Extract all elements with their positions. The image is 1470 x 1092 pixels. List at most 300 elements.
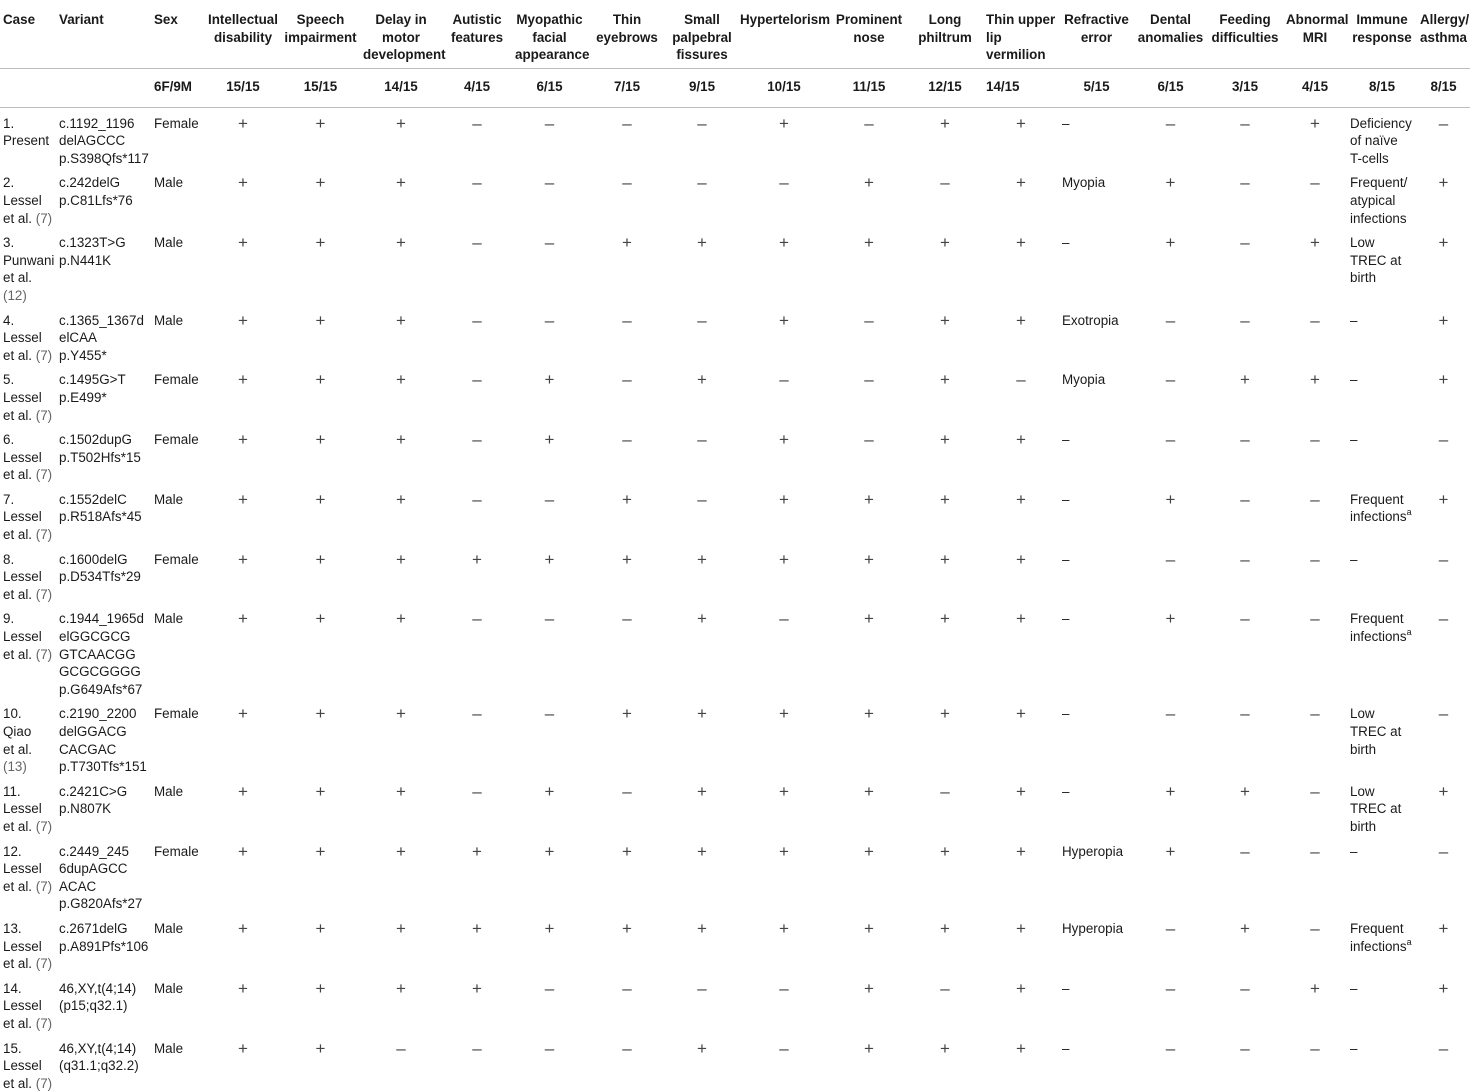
refractive-cell <box>1059 776 1134 836</box>
header-row <box>0 0 1470 69</box>
feature-mark-text: – <box>1240 979 1249 998</box>
sex-cell <box>151 544 205 604</box>
variant-cell-text: c.1495G>T p.E499* <box>59 372 126 405</box>
feature-mark <box>983 227 1059 304</box>
feature-mark-text: + <box>940 609 950 628</box>
feature-mark <box>737 836 831 913</box>
feature-mark <box>667 973 737 1033</box>
feature-mark-text: + <box>864 173 874 192</box>
allergy-cell-text: – <box>1439 1039 1448 1058</box>
feature-mark <box>1207 836 1283 913</box>
reference-link[interactable]: (7) <box>36 1016 52 1031</box>
sex-cell <box>151 424 205 484</box>
feature-mark-text: – <box>622 979 631 998</box>
case-cell <box>0 913 56 973</box>
allergy-cell-text: – <box>1439 430 1448 449</box>
feature-mark-text: + <box>864 609 874 628</box>
feature-mark-text: + <box>940 1039 950 1058</box>
refractive-cell-text: – <box>1062 611 1069 626</box>
feature-mark <box>587 107 667 167</box>
case-cell-text: 2. Lessel et al. <box>3 175 42 225</box>
reference-link[interactable]: (12) <box>3 288 27 303</box>
table-row <box>0 836 1470 913</box>
feature-mark <box>907 364 983 424</box>
feature-mark <box>907 776 983 836</box>
feature-mark-text: + <box>940 311 950 330</box>
feature-mark-text: – <box>545 173 554 192</box>
feature-mark <box>205 776 281 836</box>
sex-cell <box>151 364 205 424</box>
immune-cell <box>1347 836 1417 913</box>
feature-mark <box>831 167 907 227</box>
allergy-cell-text: – <box>1439 550 1448 569</box>
feature-mark <box>442 973 512 1033</box>
feature-mark-text: – <box>940 173 949 192</box>
feature-mark <box>907 698 983 775</box>
allergy-cell-text: + <box>1439 311 1449 330</box>
immune-cell <box>1347 698 1417 775</box>
immune-cell-text: – <box>1350 313 1357 328</box>
feature-mark-text: + <box>940 490 950 509</box>
reference-link[interactable]: (7) <box>36 408 52 423</box>
case-cell-text: 12. Lessel et al. <box>3 844 42 894</box>
feature-mark <box>587 305 667 365</box>
feature-mark <box>205 424 281 484</box>
feature-mark-text: + <box>396 550 406 569</box>
feature-mark-text: – <box>1166 114 1175 133</box>
feature-mark <box>983 973 1059 1033</box>
column-header: Allergy/ asthma <box>1417 0 1470 69</box>
feature-mark <box>983 1033 1059 1092</box>
feature-mark-text: – <box>1240 430 1249 449</box>
feature-mark <box>587 364 667 424</box>
feature-mark <box>667 544 737 604</box>
case-cell-text: 6. Lessel et al. <box>3 432 42 482</box>
feature-mark-text: + <box>779 490 789 509</box>
feature-mark-text: + <box>396 979 406 998</box>
case-cell-text: 3. Punwani et al. <box>3 235 54 285</box>
feature-mark-text: + <box>779 430 789 449</box>
table-row <box>0 305 1470 365</box>
feature-mark <box>360 227 442 304</box>
feature-mark <box>512 698 587 775</box>
feature-mark-text: + <box>238 1039 248 1058</box>
case-cell-text: 15. Lessel et al. <box>3 1041 42 1091</box>
case-cell <box>0 484 56 544</box>
feature-mark-text: – <box>622 370 631 389</box>
feature-mark <box>1207 227 1283 304</box>
column-total: 3/15 <box>1207 69 1283 108</box>
table-row <box>0 698 1470 775</box>
sex-cell <box>151 167 205 227</box>
feature-mark <box>1283 364 1347 424</box>
case-cell-text: 7. Lessel et al. <box>3 492 42 542</box>
feature-mark <box>907 913 983 973</box>
feature-mark <box>360 167 442 227</box>
column-total: 15/15 <box>281 69 360 108</box>
feature-mark-text: + <box>1016 233 1026 252</box>
table-row <box>0 107 1470 167</box>
allergy-cell <box>1417 167 1470 227</box>
feature-mark-text: + <box>316 842 326 861</box>
feature-mark <box>1134 603 1207 698</box>
feature-mark-text: – <box>1310 550 1319 569</box>
feature-mark <box>205 107 281 167</box>
sex-cell <box>151 305 205 365</box>
feature-mark <box>360 305 442 365</box>
case-cell-text: 14. Lessel et al. <box>3 981 42 1031</box>
feature-mark-text: – <box>1166 1039 1175 1058</box>
feature-mark <box>1207 167 1283 227</box>
feature-mark <box>667 107 737 167</box>
case-cell-text: 1. Present <box>3 116 49 149</box>
reference-link[interactable]: (7) <box>36 587 52 602</box>
reference-link[interactable]: (7) <box>36 819 52 834</box>
feature-mark-text: + <box>316 919 326 938</box>
allergy-cell <box>1417 836 1470 913</box>
reference-link[interactable]: (7) <box>36 879 52 894</box>
feature-mark <box>983 913 1059 973</box>
feature-mark <box>1283 776 1347 836</box>
column-total: 4/15 <box>442 69 512 108</box>
variant-cell <box>56 973 151 1033</box>
feature-mark <box>205 603 281 698</box>
allergy-cell-text: – <box>1439 609 1448 628</box>
case-cell-text: 9. Lessel et al. <box>3 611 42 661</box>
feature-mark-text: + <box>940 550 950 569</box>
feature-mark-text: + <box>238 311 248 330</box>
feature-mark <box>907 836 983 913</box>
feature-mark <box>907 167 983 227</box>
case-cell <box>0 364 56 424</box>
feature-mark-text: – <box>622 114 631 133</box>
feature-mark-text: + <box>1016 609 1026 628</box>
case-cell-text: 4. Lessel et al. <box>3 313 42 363</box>
allergy-cell-text: + <box>1439 979 1449 998</box>
feature-mark-text: – <box>864 311 873 330</box>
feature-mark-text: – <box>622 782 631 801</box>
sex-cell-text: Male <box>154 921 183 936</box>
allergy-cell-text: – <box>1439 114 1448 133</box>
feature-mark <box>587 913 667 973</box>
allergy-cell <box>1417 603 1470 698</box>
feature-mark-text: + <box>396 114 406 133</box>
feature-mark-text: + <box>864 919 874 938</box>
refractive-cell-text: – <box>1062 706 1069 721</box>
allergy-cell-text: – <box>1439 704 1448 723</box>
feature-mark <box>667 603 737 698</box>
sex-cell-text: Male <box>154 175 183 190</box>
variant-cell <box>56 603 151 698</box>
reference-link[interactable]: (7) <box>36 211 52 226</box>
case-cell <box>0 544 56 604</box>
column-header: Variant <box>56 0 151 69</box>
feature-mark <box>907 603 983 698</box>
feature-mark-text: – <box>697 311 706 330</box>
sex-cell <box>151 776 205 836</box>
feature-mark-text: – <box>1240 842 1249 861</box>
refractive-cell <box>1059 167 1134 227</box>
sex-cell <box>151 913 205 973</box>
refractive-cell-text: – <box>1062 784 1069 799</box>
feature-mark <box>205 167 281 227</box>
feature-mark-text: + <box>1016 842 1026 861</box>
feature-mark-text: + <box>940 704 950 723</box>
feature-mark <box>667 776 737 836</box>
feature-mark <box>442 227 512 304</box>
feature-mark <box>737 424 831 484</box>
feature-mark-text: + <box>238 490 248 509</box>
feature-mark-text: + <box>1240 782 1250 801</box>
refractive-cell <box>1059 107 1134 167</box>
feature-mark-text: – <box>940 979 949 998</box>
refractive-cell-text: – <box>1062 116 1069 131</box>
sex-cell <box>151 603 205 698</box>
sex-cell-text: Male <box>154 313 183 328</box>
variant-cell-text: 46,XY,t(4;14) (q31.1;q32.2) <box>59 1041 139 1074</box>
feature-mark-text: + <box>1240 370 1250 389</box>
feature-mark <box>442 167 512 227</box>
immune-cell-text: Low TREC at birth <box>1350 706 1401 756</box>
refractive-cell <box>1059 698 1134 775</box>
feature-mark <box>1207 107 1283 167</box>
column-total: 14/15 <box>360 69 442 108</box>
feature-mark-text: + <box>697 842 707 861</box>
feature-mark <box>831 913 907 973</box>
feature-mark-text: – <box>697 114 706 133</box>
immune-cell <box>1347 364 1417 424</box>
immune-cell <box>1347 484 1417 544</box>
totals-row <box>0 69 1470 108</box>
refractive-cell <box>1059 364 1134 424</box>
reference-link[interactable]: (7) <box>36 348 52 363</box>
column-total: 7/15 <box>587 69 667 108</box>
feature-mark <box>512 1033 587 1092</box>
feature-mark <box>1207 364 1283 424</box>
sex-cell-text: Male <box>154 235 183 250</box>
immune-cell-text: – <box>1350 844 1357 859</box>
feature-mark <box>667 484 737 544</box>
feature-mark-text: – <box>864 430 873 449</box>
column-header: Sex <box>151 0 205 69</box>
reference-link[interactable]: (7) <box>36 527 52 542</box>
variant-cell-text: c.1600delG p.D534Tfs*29 <box>59 552 141 585</box>
feature-mark-text: + <box>238 370 248 389</box>
immune-cell-text: Low TREC at birth <box>1350 784 1401 834</box>
reference-link[interactable]: (7) <box>36 647 52 662</box>
feature-mark <box>1134 913 1207 973</box>
feature-mark-text: + <box>940 114 950 133</box>
immune-cell-text: Frequent infections <box>1350 492 1407 525</box>
feature-mark-text: – <box>1310 1039 1319 1058</box>
feature-mark <box>512 364 587 424</box>
feature-mark-text: – <box>1240 114 1249 133</box>
feature-mark-text: – <box>545 609 554 628</box>
feature-mark <box>1207 698 1283 775</box>
feature-mark-text: + <box>940 233 950 252</box>
feature-mark-text: – <box>1240 550 1249 569</box>
feature-mark-text: + <box>864 1039 874 1058</box>
feature-mark-text: – <box>545 704 554 723</box>
feature-mark <box>1134 364 1207 424</box>
feature-mark <box>1283 1033 1347 1092</box>
feature-mark <box>831 305 907 365</box>
column-header: Dental anomalies <box>1134 0 1207 69</box>
feature-mark-text: + <box>316 782 326 801</box>
feature-mark-text: – <box>622 1039 631 1058</box>
feature-mark-text: + <box>779 704 789 723</box>
refractive-cell-text: – <box>1062 552 1069 567</box>
feature-mark-text: + <box>1016 173 1026 192</box>
feature-mark-text: + <box>396 233 406 252</box>
feature-mark <box>737 913 831 973</box>
reference-link[interactable]: (7) <box>36 956 52 971</box>
column-total: 6/15 <box>1134 69 1207 108</box>
feature-mark-text: – <box>1310 704 1319 723</box>
feature-mark <box>667 1033 737 1092</box>
feature-mark <box>737 227 831 304</box>
sex-cell-text: Male <box>154 611 183 626</box>
feature-mark <box>1134 973 1207 1033</box>
feature-mark-text: + <box>472 550 482 569</box>
feature-mark <box>360 603 442 698</box>
refractive-cell-text: Myopia <box>1062 372 1105 387</box>
feature-mark <box>587 484 667 544</box>
refractive-cell-text: – <box>1062 981 1069 996</box>
feature-mark-text: + <box>316 550 326 569</box>
table-row <box>0 913 1470 973</box>
feature-mark <box>1283 484 1347 544</box>
feature-mark <box>442 305 512 365</box>
column-total: 6F/9M <box>151 69 205 108</box>
feature-mark <box>587 973 667 1033</box>
case-cell <box>0 227 56 304</box>
feature-mark-text: – <box>472 704 481 723</box>
refractive-cell <box>1059 305 1134 365</box>
feature-mark-text: + <box>1016 490 1026 509</box>
feature-mark-text: + <box>238 173 248 192</box>
feature-mark <box>205 913 281 973</box>
feature-mark-text: – <box>864 114 873 133</box>
feature-mark <box>587 167 667 227</box>
feature-mark <box>205 1033 281 1092</box>
feature-mark-text: + <box>1016 1039 1026 1058</box>
feature-mark <box>281 484 360 544</box>
feature-mark-text: + <box>545 782 555 801</box>
feature-mark <box>831 698 907 775</box>
case-cell <box>0 603 56 698</box>
reference-link[interactable]: (7) <box>36 467 52 482</box>
immune-cell-text: – <box>1350 432 1357 447</box>
feature-mark-text: + <box>697 550 707 569</box>
feature-mark <box>667 227 737 304</box>
feature-mark-text: + <box>316 490 326 509</box>
feature-mark <box>1134 484 1207 544</box>
feature-mark-text: + <box>697 919 707 938</box>
allergy-cell <box>1417 364 1470 424</box>
feature-mark-text: + <box>1016 704 1026 723</box>
feature-mark <box>1283 913 1347 973</box>
sex-cell <box>151 107 205 167</box>
sex-cell-text: Female <box>154 706 199 721</box>
feature-mark-text: – <box>1166 370 1175 389</box>
sex-cell <box>151 836 205 913</box>
sex-cell <box>151 227 205 304</box>
feature-mark-text: – <box>1310 311 1319 330</box>
footnote-marker: a <box>1407 627 1412 637</box>
feature-mark-text: + <box>622 842 632 861</box>
column-header: Myopathic facial appearance <box>512 0 587 69</box>
case-cell <box>0 107 56 167</box>
variant-cell <box>56 913 151 973</box>
feature-mark <box>512 544 587 604</box>
feature-mark <box>442 698 512 775</box>
immune-cell <box>1347 973 1417 1033</box>
feature-mark <box>1207 424 1283 484</box>
feature-mark <box>737 305 831 365</box>
feature-mark <box>907 484 983 544</box>
feature-mark-text: + <box>1016 979 1026 998</box>
column-total: 10/15 <box>737 69 831 108</box>
feature-mark-text: – <box>545 311 554 330</box>
feature-mark-text: + <box>779 114 789 133</box>
feature-mark-text: – <box>1310 490 1319 509</box>
immune-cell <box>1347 544 1417 604</box>
reference-link[interactable]: (7) <box>36 1076 52 1091</box>
feature-mark <box>983 603 1059 698</box>
allergy-cell-text: + <box>1439 782 1449 801</box>
column-total: 14/15 <box>983 69 1059 108</box>
allergy-cell <box>1417 776 1470 836</box>
column-header: Hypertelorism <box>737 0 831 69</box>
variant-cell <box>56 424 151 484</box>
feature-mark <box>587 227 667 304</box>
feature-mark-text: + <box>864 842 874 861</box>
column-total: 12/15 <box>907 69 983 108</box>
feature-mark-text: + <box>1166 609 1176 628</box>
immune-cell-text: – <box>1350 981 1357 996</box>
feature-mark <box>281 544 360 604</box>
feature-mark <box>983 107 1059 167</box>
feature-mark <box>512 167 587 227</box>
feature-mark <box>907 973 983 1033</box>
feature-mark-text: – <box>1310 609 1319 628</box>
feature-mark <box>360 913 442 973</box>
feature-mark-text: + <box>316 370 326 389</box>
column-total <box>56 69 151 108</box>
feature-mark <box>737 973 831 1033</box>
feature-mark-text: – <box>864 370 873 389</box>
case-cell <box>0 424 56 484</box>
feature-mark-text: + <box>1166 490 1176 509</box>
feature-mark <box>907 1033 983 1092</box>
table-row <box>0 776 1470 836</box>
feature-mark <box>205 544 281 604</box>
feature-mark-text: + <box>545 430 555 449</box>
feature-mark-text: + <box>238 550 248 569</box>
reference-link[interactable]: (13) <box>3 759 27 774</box>
feature-mark <box>737 484 831 544</box>
allergy-cell <box>1417 107 1470 167</box>
feature-mark <box>587 603 667 698</box>
feature-mark-text: – <box>779 370 788 389</box>
feature-mark-text: – <box>545 979 554 998</box>
refractive-cell <box>1059 424 1134 484</box>
case-cell <box>0 698 56 775</box>
feature-mark <box>360 973 442 1033</box>
feature-mark <box>442 107 512 167</box>
feature-mark <box>442 913 512 973</box>
